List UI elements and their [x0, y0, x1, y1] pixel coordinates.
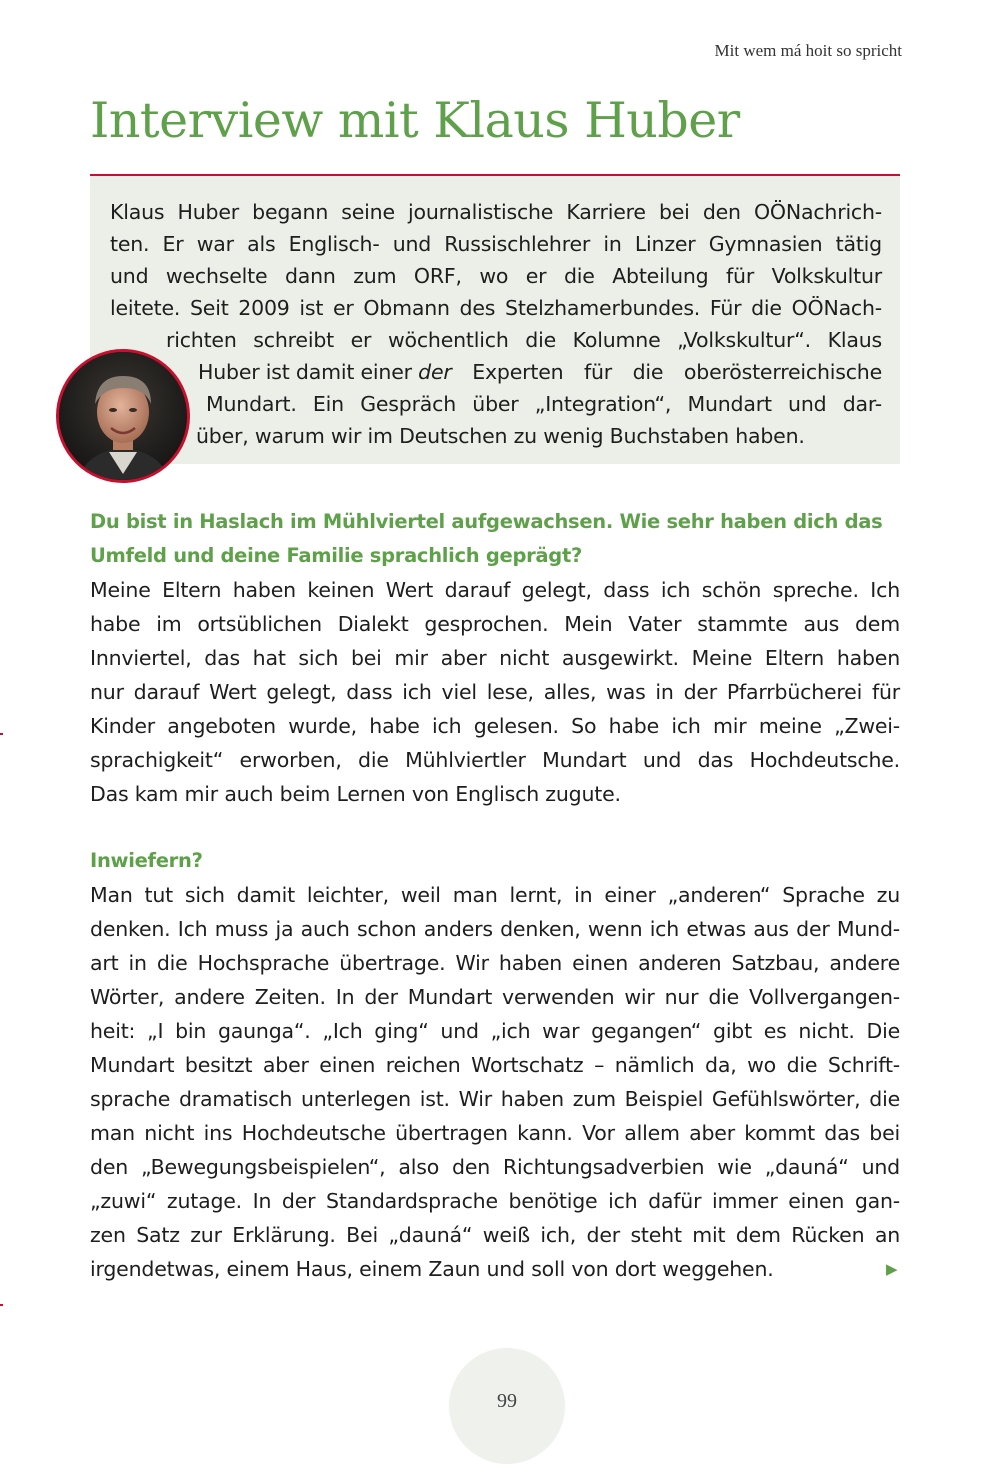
intro-line: richten schreibt er wöchentlich die Kolumne „Volkskultur“. Klaus: [166, 328, 882, 352]
intro-line: Mundart. Ein Gespräch über „Integration“, Mundart und dar-: [206, 392, 882, 416]
answer-2-line: Wörter, andere Zeiten. In der Mundart verwenden wir nur die Vollvergangen-: [90, 985, 900, 1009]
answer-1-line: Das kam mir auch beim Lernen von Englisch zugute.: [90, 782, 621, 806]
crop-mark: [0, 1304, 3, 1306]
answer-1-line: Innviertel, das hat sich bei mir aber nicht ausgewirkt. Meine Eltern haben: [90, 646, 900, 670]
answer-1-line: habe im ortsüblichen Dialekt gesprochen. Mein Vater stammte aus dem: [90, 612, 900, 636]
answer-2-line: denken. Ich muss ja auch schon anders denken, wenn ich etwas aus der Mund-: [90, 917, 900, 941]
answer-2-line: den „Bewegungsbeispielen“, also den Richtungsadverbien wie „dauná“ und: [90, 1155, 900, 1179]
intro-line: ten. Er war als Englisch- und Russischlehrer in Linzer Gymnasien tätig: [110, 232, 882, 256]
intro-line: über, warum wir im Deutschen zu wenig Buchstaben haben.: [196, 424, 805, 448]
answer-1-line: Kinder angeboten wurde, habe ich gelesen. So habe ich mir meine „Zwei-: [90, 714, 900, 738]
question-2: Inwiefern?: [90, 849, 203, 872]
intro-text: Experten für die oberösterreichische: [451, 360, 882, 384]
answer-2-line: heit: „I bin gaunga“. „Ich ging“ und „ich war gegangen“ gibt es nicht. Die: [90, 1019, 900, 1043]
answer-2-line: zen Satz zur Erklärung. Bei „dauná“ weiß ich, der steht mit dem Rücken an: [90, 1223, 900, 1247]
answer-1-line: sprachigkeit“ erworben, die Mühlviertler Mundart und das Hochdeutsche.: [90, 748, 900, 772]
answer-2-line: „zuwi“ zutage. In der Standardsprache benötige ich dafür immer einen gan-: [90, 1189, 900, 1213]
answer-2-line: irgendetwas, einem Haus, einem Zaun und soll von dort weggehen.: [90, 1257, 774, 1281]
answer-2-line: art in die Hochsprache übertrage. Wir haben einen anderen Satzbau, andere: [90, 951, 900, 975]
crop-mark: [0, 733, 3, 735]
running-header: Mit wem má hoit so spricht: [714, 41, 902, 60]
answer-1-line: nur darauf Wert gelegt, dass ich viel lese, alles, was in der Pfarrbücherei für: [90, 680, 900, 704]
answer-2-line: sprache dramatisch unterlegen ist. Wir haben zum Beispiel Gefühlswörter, die: [90, 1087, 900, 1111]
page-title: Interview mit Klaus Huber: [90, 92, 740, 149]
intro-box: [90, 174, 900, 464]
question-1-line: Du bist in Haslach im Mühlviertel aufgewachsen. Wie sehr haben dich das: [90, 510, 883, 533]
question-1-line: Umfeld und deine Familie sprachlich geprägt?: [90, 544, 582, 567]
answer-2-line: Mundart besitzt aber einen reichen Wortschatz – nämlich da, wo die Schrift-: [90, 1053, 900, 1077]
intro-line: und wechselte dann zum ORF, wo er die Abteilung für Volkskultur: [110, 264, 882, 288]
intro-emphasis: der: [418, 360, 452, 384]
portrait-image: [59, 352, 187, 480]
answer-1-line: Meine Eltern haben keinen Wert darauf gelegt, dass ich schön spreche. Ich: [90, 578, 900, 602]
intro-line: leitete. Seit 2009 ist er Obmann des Stelzhamerbundes. Für die OÖNach-: [110, 296, 882, 320]
answer-2-line: Man tut sich damit leichter, weil man lernt, in einer „anderen“ Sprache zu: [90, 883, 900, 907]
intro-line: [198, 356, 882, 388]
portrait-photo: [56, 349, 190, 483]
answer-2-line: man nicht ins Hochdeutsche übertragen kann. Vor allem aber kommt das bei: [90, 1121, 900, 1145]
intro-line: Klaus Huber begann seine journalistische Karriere bei den OÖNachrich-: [110, 200, 882, 224]
triangle-right-icon: ▶: [886, 1260, 898, 1278]
page-number: 99: [497, 1390, 517, 1412]
intro-text: Huber ist damit einer: [198, 360, 419, 384]
